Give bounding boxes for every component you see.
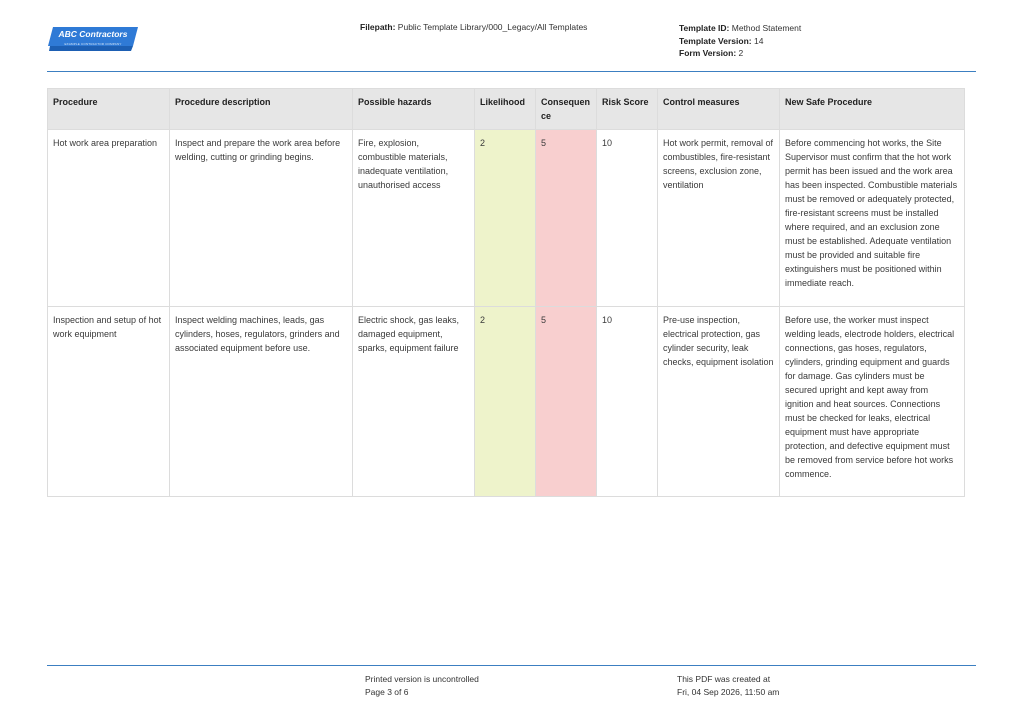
cell-hazards: Electric shock, gas leaks, damaged equipment, sparks, equipment failure bbox=[353, 307, 475, 497]
logo-subtitle: EXAMPLE CONTRACTOR COMPANY bbox=[64, 42, 122, 46]
template-version bbox=[679, 35, 801, 48]
method-statement-table bbox=[47, 88, 965, 497]
table-row bbox=[48, 307, 965, 497]
cell-procedure: Inspection and setup of hot work equipment bbox=[48, 307, 170, 497]
table-row bbox=[48, 130, 965, 307]
template-id-value: Method Statement bbox=[731, 23, 802, 33]
form-version-label: Form Version: bbox=[679, 48, 737, 58]
footer-right bbox=[677, 673, 779, 698]
cell-controls: Pre-use inspection, electrical protection, gas cylinder security, leak checks, equipment isolation bbox=[658, 307, 780, 497]
cell-description: Inspect welding machines, leads, gas cylinders, hoses, regulators, grinders and associated equipment before use. bbox=[170, 307, 353, 497]
logo-title: ABC Contractors bbox=[58, 29, 128, 39]
col-header-controls: Control measures bbox=[658, 89, 780, 130]
col-header-safe-procedure: New Safe Procedure bbox=[780, 89, 965, 130]
cell-controls: Hot work permit, removal of combustibles, fire-resistant screens, exclusion zone, ventilation bbox=[658, 130, 780, 307]
cell-procedure: Hot work area preparation bbox=[48, 130, 170, 307]
filepath-value: Public Template Library/000_Legacy/All Templates bbox=[397, 22, 588, 32]
cell-safe-procedure: Before use, the worker must inspect welding leads, electrode holders, electrical connections, gas hoses, regulators, cylinders, grinding equipment and guards for damage. Gas cylinders must be secured upright and kept away from ignition and heat sources. Connections must be checked for leaks, electrical equipment must have appropriate protection, and defective equipment must be removed from service before hot works commence. bbox=[780, 307, 965, 497]
cell-likelihood: 2 bbox=[475, 130, 536, 307]
table-header-row bbox=[48, 89, 965, 130]
form-version-value: 2 bbox=[738, 48, 744, 58]
col-header-procedure: Procedure bbox=[48, 89, 170, 130]
filepath-label: Filepath: bbox=[360, 22, 396, 32]
template-id bbox=[679, 22, 801, 35]
cell-safe-procedure: Before commencing hot works, the Site Supervisor must confirm that the hot work permit has been issued and the work area has been inspected. Combustible materials must be removed or adequately protected, fire-resistant screens must be installed where required, and an exclusion zone must be established. Adequate ventilation must be provided and suitable fire extinguishers must be positioned within immediate reach. bbox=[780, 130, 965, 307]
created-timestamp: Fri, 04 Sep 2026, 11:50 am bbox=[677, 686, 780, 697]
cell-likelihood: 2 bbox=[475, 307, 536, 497]
col-header-hazards: Possible hazards bbox=[353, 89, 475, 130]
cell-risk-score: 10 bbox=[597, 307, 658, 497]
cell-hazards: Fire, explosion, combustible materials, inadequate ventilation, unauthorised access bbox=[353, 130, 475, 307]
template-version-label: Template Version: bbox=[679, 35, 752, 46]
template-info bbox=[679, 22, 801, 60]
template-id-label: Template ID: bbox=[679, 23, 730, 33]
footer-center bbox=[365, 673, 479, 698]
form-version bbox=[679, 47, 801, 60]
col-header-consequence: Consequen ce bbox=[536, 89, 597, 130]
col-header-likelihood: Likelihood bbox=[475, 89, 536, 130]
uncontrolled-notice: Printed version is uncontrolled bbox=[365, 674, 479, 684]
cell-risk-score: 10 bbox=[597, 130, 658, 307]
cell-consequence: 5 bbox=[536, 307, 597, 497]
created-label: This PDF was created at bbox=[677, 674, 771, 684]
company-logo bbox=[47, 26, 139, 52]
col-header-risk-score: Risk Score bbox=[597, 89, 658, 130]
cell-description: Inspect and prepare the work area before welding, cutting or grinding begins. bbox=[170, 130, 353, 307]
template-version-value: 14 bbox=[753, 35, 764, 46]
cell-consequence: 5 bbox=[536, 130, 597, 307]
filepath bbox=[360, 22, 587, 32]
footer-divider bbox=[47, 665, 976, 666]
header-divider bbox=[47, 71, 976, 72]
col-header-description: Procedure description bbox=[170, 89, 353, 130]
page-number: Page 3 of 6 bbox=[365, 686, 409, 697]
